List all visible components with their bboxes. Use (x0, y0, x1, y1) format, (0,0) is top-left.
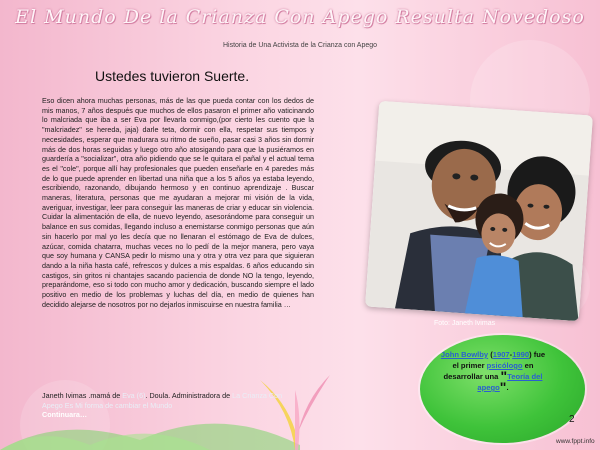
site-title: El Mundo De la Crianza Con Apego Resulta Novedoso (15, 6, 585, 28)
continue-link[interactable]: Continuara… (42, 410, 88, 419)
psychologist-link[interactable]: psicólogo (486, 361, 523, 370)
page-link[interactable]: La Crianza Con Apego Es Mi forma de cambiar el Mundo (42, 391, 283, 410)
author-prefix: Janeth Ivimas .mamá de (42, 391, 123, 400)
post-body: Eso dicen ahora muchas personas, más de las que pueda contar con los dedos de mis manos, 7 años después que muchos de ellos pasaron el primer año vaticinando lo malcriada que iba a ser Eva por llevarla conmigo,(por cierto les cuento que la "malcriadez" se hereda, jaja) darle teta, dormir con ella, respetar sus tiempos y necesidades, esperar que madurara su ritmo de sueño, pasar casi 3 años sin dormir más de dos horas seguidas y luego otro año atosigando para que la pusiéramos en guardería a "socializar", otra año pidiendo que se le quitara el pañal y el actual tema es el "cole", porque allí hay profesionales que pueden enseñarle en 4 paredes más de lo que puede aprender en libertad una niña que a los 5 años ya estaba leyendo, escribiendo, razonando, dibujando hermoso y en continuo aprendizaje . Buscar maneras, literatura, personas que me ayudaran a mejorar mi visión de la vida, averiguar, investigar, leer para conseguir las maneras de criar y educar sin violencia. Cuidar la alimentación de ella, de nuevo leyendo, asesorándome para conseguir un balance en sus comidas, llegando incluso a enemistarse conmigo personas que aún sin hacerlo por mal yo les decía que no llenaran el estómago de Eva de dulces, azúcar, comida chatarra, muchas veces no lo pedí de la mejor manera, pero vaya que soy humana y CANSA pedir lo mismo una y otra y otra vez para que siguieran dando a la niña hasta café, refrescos y dulces a mis espaldas. 6 años educando sin castigos, sin gritos ni chantajes sacando paciencia de donde NO la tengo, leyendo, preparándome, eso si todo con mucho amor y dedicación, buscando siempre el lado positivo en medio de los problemas y luchas del día, en medio de quienes han decidido alejarse de nosotros por no dejarlos inmiscuirse en nuestra familia … (42, 96, 314, 309)
post-title: Ustedes tuvieron Suerte. (95, 68, 250, 84)
year-link-1907[interactable]: 1907 (492, 350, 510, 359)
family-photo (365, 101, 593, 321)
quote-fragment: . (506, 383, 509, 392)
quote-fragment: ( (488, 350, 493, 359)
quote-text (438, 349, 548, 393)
author-mid: . Doula. Administradora de (145, 391, 233, 400)
footer-credit[interactable]: www.fppt.info (556, 438, 595, 445)
quote-fragment: - (509, 350, 513, 359)
author-line (42, 391, 292, 410)
page-number: 2 (569, 414, 575, 425)
year-link-1990[interactable]: 1990 (512, 350, 530, 359)
quote-fragment: en desarrollar una (443, 361, 534, 381)
eva-link[interactable]: Eva (6) (122, 391, 146, 400)
attachment-theory-link[interactable]: Teoría del apego (477, 372, 543, 392)
quote-mark: " (499, 379, 507, 395)
quote-fragment: ) fue el primer (452, 350, 546, 370)
quote-mark: " (500, 368, 508, 384)
site-subtitle: Historia de Una Activista de la Crianza con Apego (222, 42, 378, 49)
bowlby-link[interactable]: John Bowlby (440, 350, 489, 359)
photo-caption: Foto: Janeth Ivimas (434, 320, 496, 327)
